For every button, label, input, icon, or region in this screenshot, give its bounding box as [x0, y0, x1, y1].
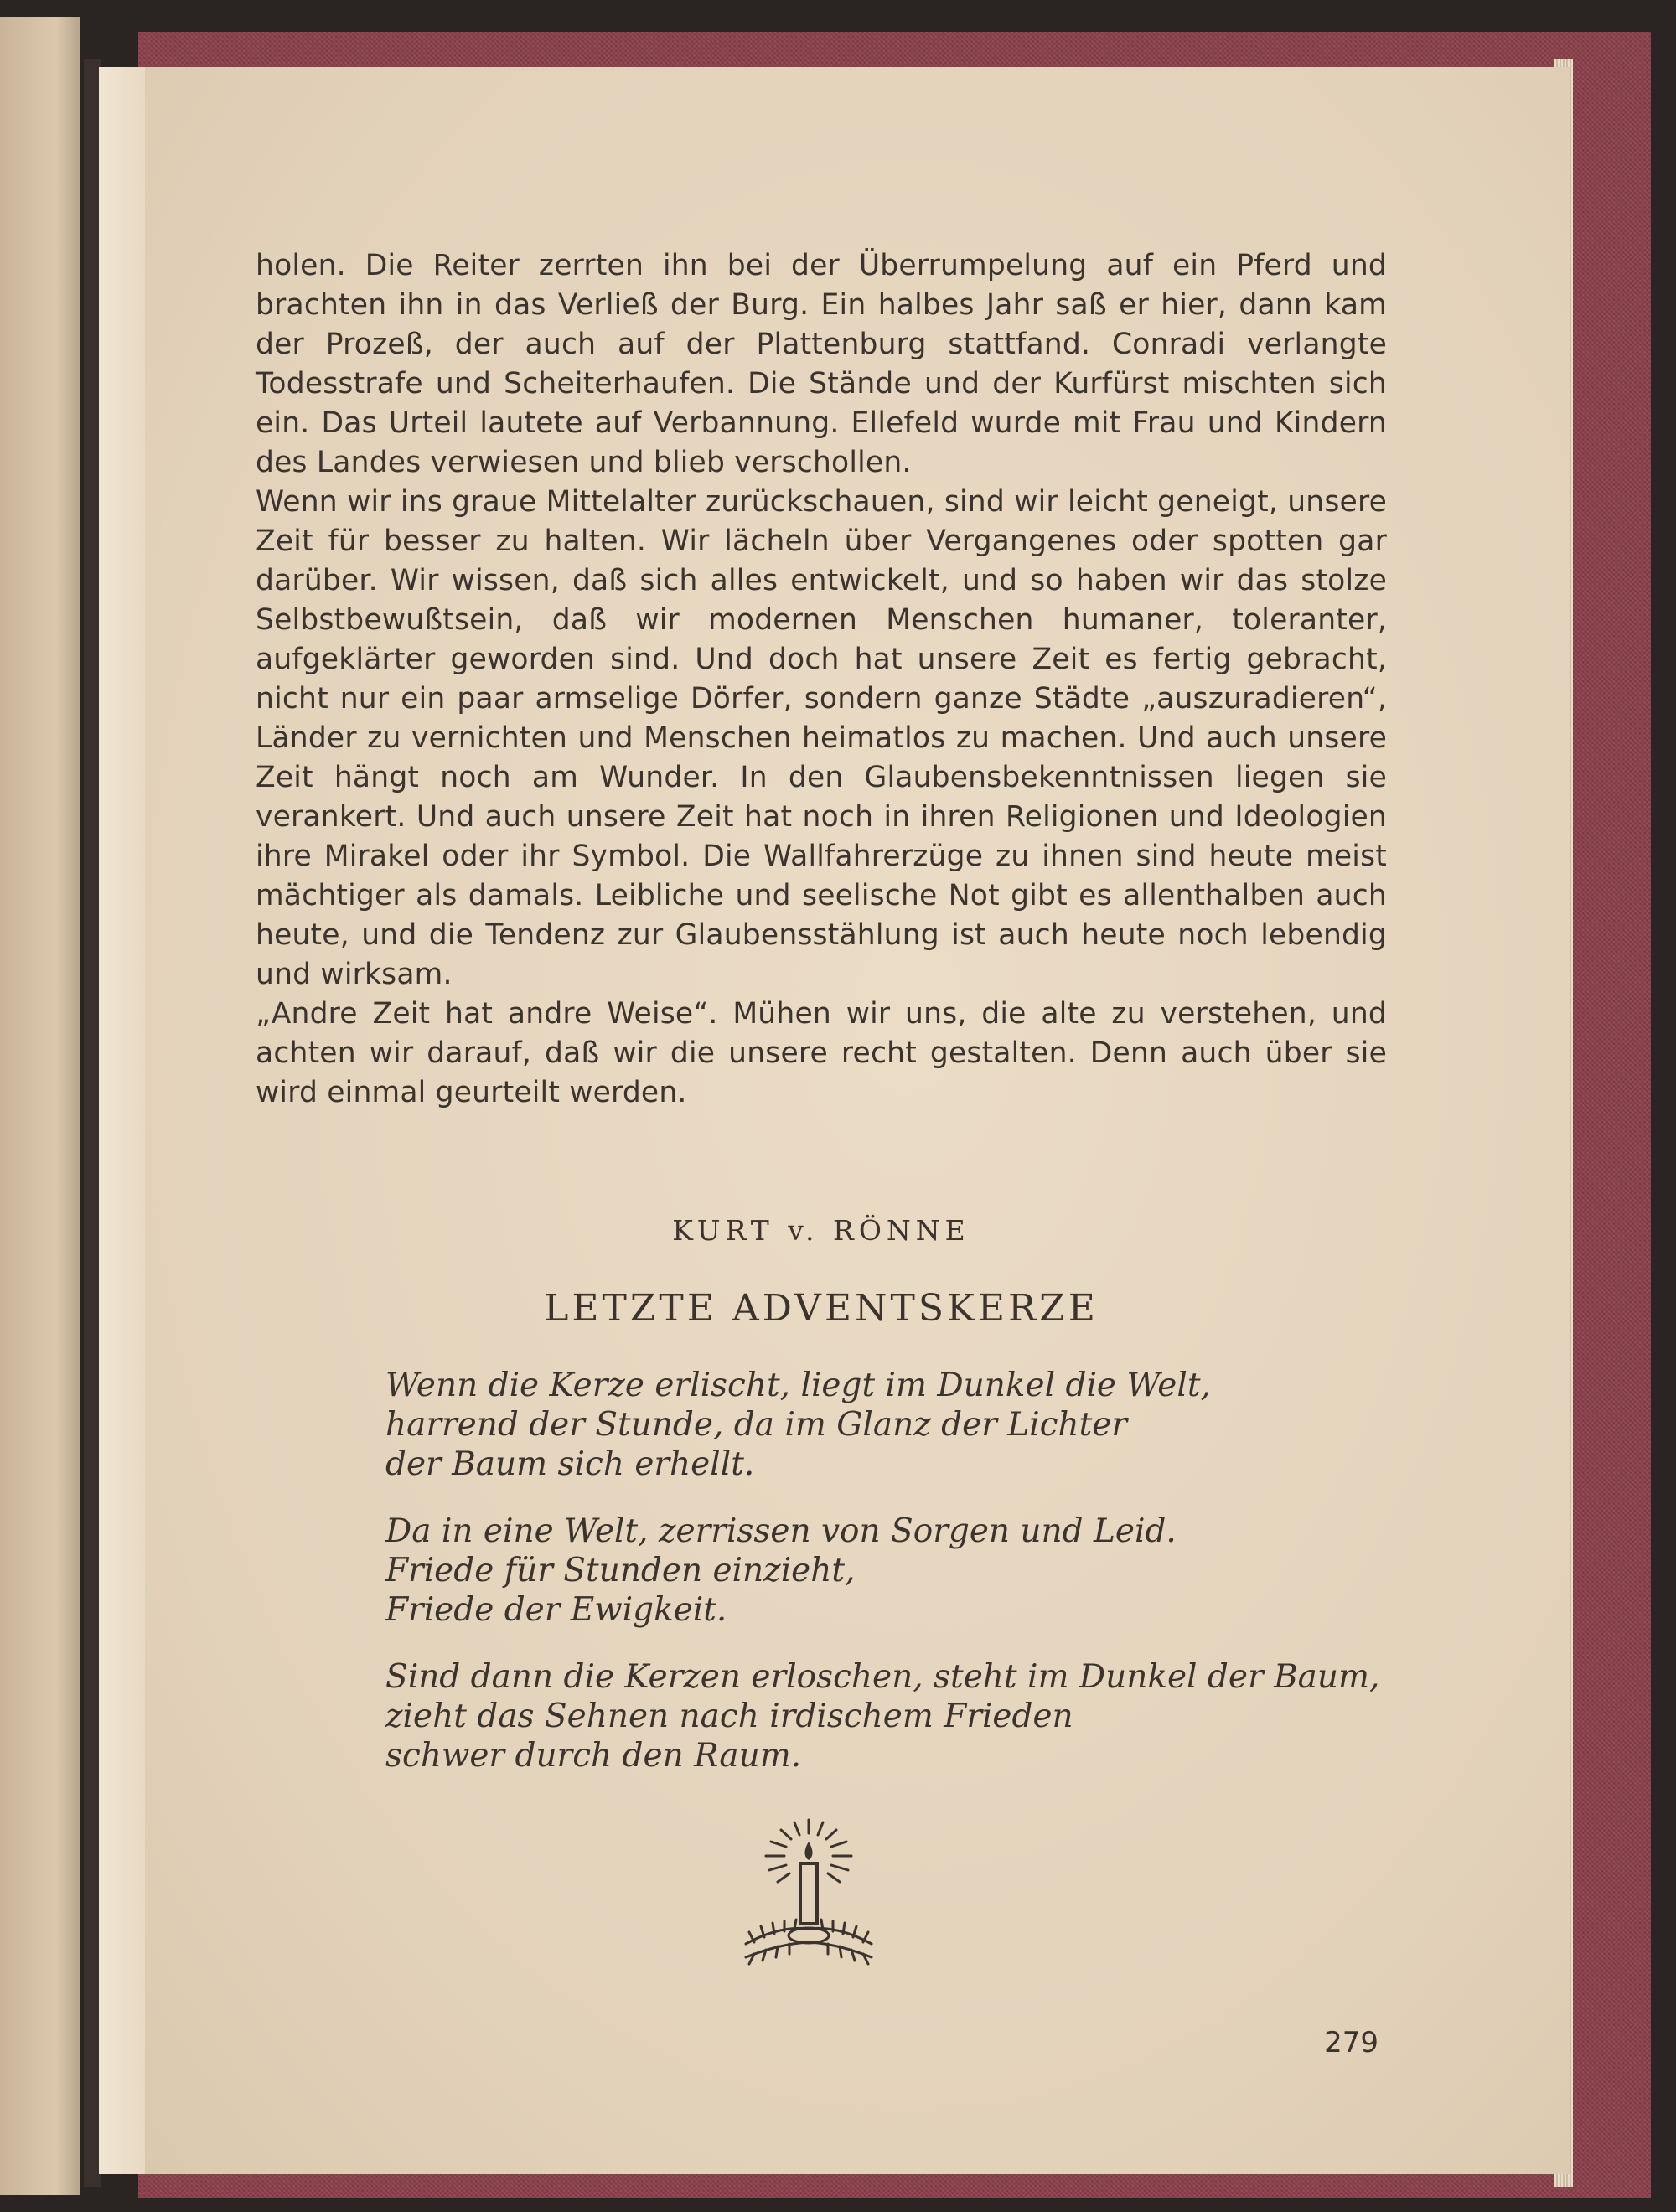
paragraph: „Andre Zeit hat andre Weise“. Mühen wir uns, die alte zu verstehen, und achten wir darauf, daß wir die unsere recht gestalten. Denn auch über sie wird einmal geurteilt werden.	[256, 997, 1387, 1109]
poem-stanza	[385, 1512, 1391, 1630]
poem-line: der Baum sich erhellt.	[385, 1445, 755, 1483]
candle-with-fir-branches-icon	[737, 1818, 880, 1969]
poem-author: KURT v. RÖNNE	[672, 1214, 970, 1247]
poem-line: Da in eine Welt, zerrissen von Sorgen und Leid.	[385, 1512, 1177, 1550]
paragraph: Wenn wir ins graue Mittelalter zurückschauen, sind wir leicht geneigt, unsere Zeit für besser zu halten. Wir lächeln über Vergangenes oder spotten gar darüber. Wir wissen, daß sich alles entwickelt, und so haben wir das stolze Selbstbewußtsein, daß wir modernen Menschen humaner, toleranter, aufgeklärter geworden sind. Und doch hat unsere Zeit es fertig gebracht, nicht nur ein paar armselige Dörfer, sondern ganze Städte „auszuradieren“, Länder zu vernichten und Menschen heimatlos zu machen. Und auch unsere Zeit hängt noch am Wunder. In den Glaubensbekenntnissen liegen sie verankert. Und auch unsere Zeit hat noch in ihren Religionen und Ideologien ihre Mirakel oder ihr Symbol. Die Wallfahrerzüge zu ihnen sind heute meist mächtiger als damals. Leibliche und seelische Not gibt es allenthalben auch heute, und die Tendenz zur Glaubensstählung ist auch heute noch lebendig und wirksam.	[256, 485, 1387, 991]
poem-title: LETZTE ADVENTSKERZE	[544, 1287, 1099, 1330]
poem-line: schwer durch den Raum.	[385, 1737, 802, 1775]
page-gutter	[99, 67, 145, 2174]
poem-stanza	[385, 1366, 1391, 1484]
poem-body	[385, 1366, 1391, 1803]
prose-text	[256, 246, 1387, 1113]
poem-line: harrend der Stunde, da im Glanz der Lichter	[385, 1406, 1127, 1444]
poem-line: zieht das Sehnen nach irdischem Frieden	[385, 1698, 1073, 1735]
paragraph: holen. Die Reiter zerrten ihn bei der Überrumpelung auf ein Pferd und brachten ihn in das Verließ der Burg. Ein halbes Jahr saß er hier, dann kam der Prozeß, der auch auf der Plattenburg stattfand. Conradi verlangte Todesstrafe und Scheiterhaufen. Die Stände und der Kurfürst mischten sich ein. Das Urteil lautete auf Verbannung. Ellefeld wurde mit Frau und Kindern des Landes verwiesen und blieb verschollen.	[256, 249, 1387, 479]
poem-line: Sind dann die Kerzen erloschen, steht im Dunkel der Baum,	[385, 1658, 1380, 1696]
book-spine-shadow	[84, 59, 101, 2187]
poem-line: Friede der Ewigkeit.	[385, 1591, 727, 1629]
page-number: 279	[1324, 2026, 1379, 2060]
left-page-edge	[0, 17, 80, 2195]
poem-stanza	[385, 1657, 1391, 1775]
poem-line: Friede für Stunden einzieht,	[385, 1552, 856, 1589]
poem-line: Wenn die Kerze erlischt, liegt im Dunkel die Welt,	[385, 1367, 1211, 1404]
